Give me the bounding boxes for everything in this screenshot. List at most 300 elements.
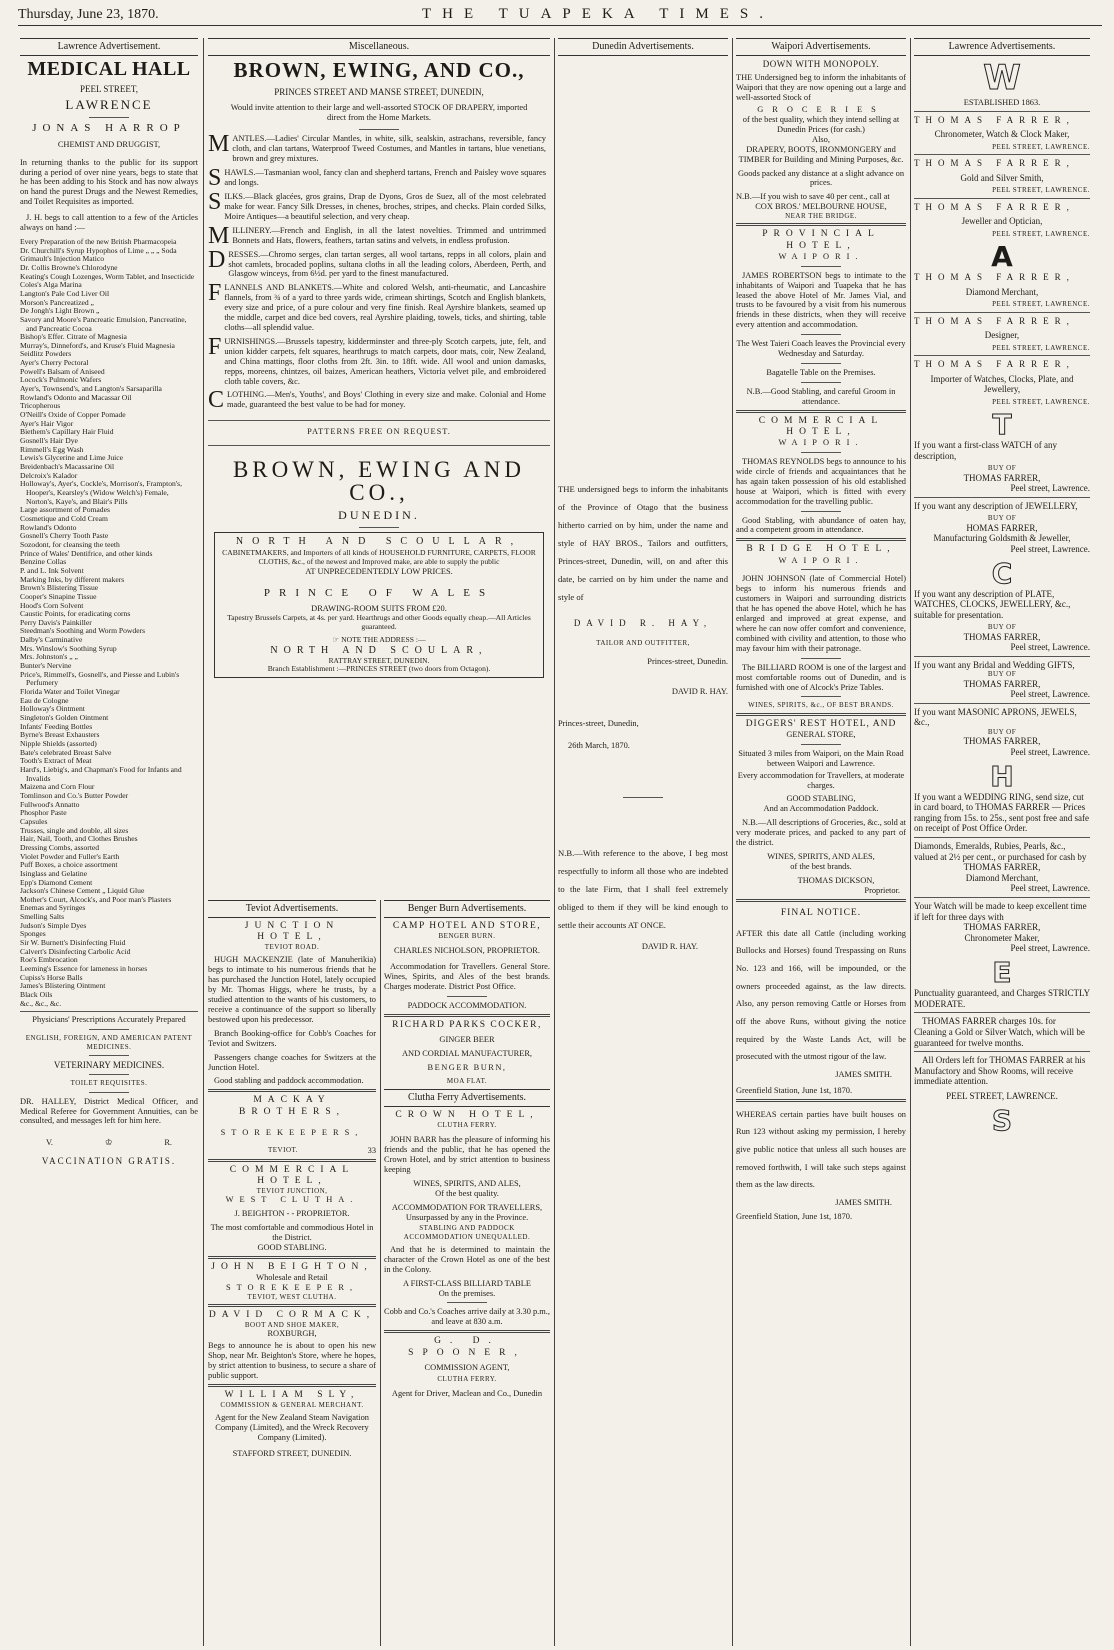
veterinary: VETERINARY MEDICINES. (53, 1059, 165, 1070)
intro-2: J. H. begs to call attention to a few of the Articles always on hand :— (20, 213, 198, 233)
billiard-2: On the premises. (438, 1288, 496, 1298)
intro: In returning thanks to the public for its support during a period of over nine years, begs to state that he has been adding to his Stock and has now always on hand the purest Drugs and the Newest Remedies, and Toilet Requisites as imported. (20, 157, 198, 207)
watch-ad: If you want a first-class WATCH of any description, (914, 440, 1058, 461)
punctuality: Punctuality guaranteed, and Charges STRICTLY MODERATE. (914, 988, 1090, 1009)
gds-place: CLUTHA FERRY. (437, 1374, 497, 1383)
article-item: Benzine Collas (20, 557, 67, 567)
drop-cap: S (208, 191, 222, 215)
cs-title: CAMP HOTEL AND STORE, (392, 920, 542, 931)
dc-title: DAVID CORMACK, (208, 1310, 376, 1320)
crown-text-2: And that he is determined to maintain the character of the Crown Hotel as one of the best in the Colony. (384, 1244, 550, 1274)
dr-proprietor: Proprietor. (864, 885, 900, 895)
benger-burn-advertisements (384, 900, 550, 1646)
issue-date: Thursday, June 23, 1870. (18, 7, 159, 22)
article-item: Steedman's Soothing and Worm Powders (20, 626, 146, 636)
article-item: Mother's Court, Alcock's, and Poor man's Plasters (20, 894, 172, 904)
farrer-street: PEEL STREET, LAWRENCE. (992, 397, 1090, 406)
jb-title: JOHN BEIGHTON, (211, 1261, 373, 1272)
diamonds-ad: Diamonds, Emeralds, Rubies, Pearls, &c., valued at 2½ per cent., or purchased for cash by (914, 841, 1087, 862)
jb-sub: Wholesale and Retail (256, 1272, 328, 1282)
brown-ewing-address: PRINCES STREET AND MANSE STREET, DUNEDIN, (274, 86, 484, 97)
article-item: Grimault's Injection Matico (20, 254, 105, 264)
article-item: Gosnell's Hair Dye (20, 436, 78, 446)
ns-prices: AT UNPRECEDENTEDLY LOW PRICES. (305, 567, 453, 577)
hay-sign-2: DAVID R. HAY. (641, 941, 698, 951)
article-item: Dr. Churchill's Syrup Hypophos of Lime „ „ „ Soda (20, 245, 177, 255)
article-item: Ayer's, Townsend's, and Langton's Sarsaparilla (20, 384, 162, 394)
article-item: Singleton's Golden Ointment (20, 713, 109, 723)
farrer-trade-5: Designer, (984, 330, 1020, 341)
near-bridge: NEAR THE BRIDGE. (785, 212, 857, 221)
crown-quality: Of the best quality. (435, 1188, 499, 1198)
ph-title: PROVINCIAL HOTEL, (762, 229, 880, 251)
hay-trade: TAILOR AND OUTFITTER, (596, 638, 690, 647)
farrer-street: PEEL STREET, LAWRENCE. (992, 186, 1090, 195)
farrer-name: THOMAS FARRER, (963, 922, 1041, 933)
article-item: Jackson's Chinese Cement „ Liquid Glue (20, 886, 145, 896)
article-item: Rowland's Odonto and Macassar Oil (20, 392, 132, 402)
article-item: Calvert's Disinfecting Carbolic Acid (20, 946, 131, 956)
jh-sub: TEVIOT ROAD. (264, 943, 320, 952)
dunedin: DUNEDIN. (338, 508, 420, 523)
mb-number: 33 (367, 1145, 376, 1155)
bh-title: BRIDGE HOTEL, (746, 544, 896, 555)
drapery: DRAPERY, BOOTS, IRONMONGERY and TIMBER for Building and Mining Purposes, &c. (738, 144, 904, 164)
hay-date: 26th March, 1870. (568, 740, 630, 750)
article-item: Rimmell's Egg Wash (20, 444, 84, 454)
ph-nb: N.B.—Good Stabling, and careful Groom in attendance. (746, 386, 896, 406)
article-item: P. and L. Ink Solvent (20, 565, 84, 575)
mb-sub: STOREKEEPERS, (220, 1127, 364, 1137)
cs-prop: CHARLES NICHOLSON, PROPRIETOR. (394, 946, 540, 956)
gifts-ad: If you want any Bridal and Wedding GIFTS, (914, 659, 1075, 670)
hay-place: Princes-street, Dunedin, (558, 718, 639, 728)
article-item: Puff Boxes, a choice assortment (20, 860, 118, 870)
article-item: Coles's Alga Marina (20, 280, 82, 290)
teviot-header: Teviot Advertisements. (208, 900, 376, 918)
ch-sub: TEVIOT JUNCTION, (256, 1186, 328, 1195)
article-item: Lewis's Glycerine and Lime Juice (20, 453, 124, 463)
north-scoullar-box (214, 532, 544, 679)
article-item: Capsules (20, 816, 48, 826)
teviot-advertisements (208, 900, 376, 1646)
peel-street: Peel street, Lawrence. (1010, 746, 1090, 757)
dr-accommodation: Every accommodation for Travellers, at moderate charges. (737, 770, 905, 790)
drop-cap: S (208, 167, 222, 188)
groceries: GROCERIES (757, 105, 885, 115)
drop-cap: M (208, 225, 230, 246)
drop-cap: F (208, 283, 222, 307)
jh-text: HUGH MACKENZIE (late of Manuherikia) begs to intimate to his numerous friends that he has purchased the Junction Hotel, lately occupied by Mr. Thomas Higgs, where he trusts, by a studied attention to the wants of his customers, to receive a continuance of the support so liberally bestowed upon his predecessor. (208, 955, 376, 1024)
article-item: Brown's Blistering Tissue (20, 583, 99, 593)
ws-text: Agent for the New Zealand Steam Navigation Company (Limited), and the Wreck Recovery Company (Limited). (215, 1413, 369, 1443)
article-item: Byrne's Breast Exhausters (20, 730, 100, 740)
brown-ewing-intro: Would invite attention to their large and well-assorted STOCK OF DRAPERY, imported direct from the Home Markets. (230, 103, 528, 123)
article-item: Trusses, single and double, all sizes (20, 825, 129, 835)
vr-monogram (20, 1138, 198, 1148)
article-item: Judson's Simple Dyes (20, 920, 87, 930)
farrer-street: PEEL STREET, LAWRENCE. (992, 142, 1090, 151)
section-text: ILLINERY.—French and English, in all the latest novelties. Trimmed and untrimmed Bonnets and Hats, flowers, feathers, tartan satins and velvets, in endless profusion. (232, 225, 546, 245)
peel-street: Peel street, Lawrence. (1010, 883, 1090, 894)
column-rule (203, 38, 204, 1646)
article-item: Enemas and Syringes (20, 903, 86, 913)
ch-sub-2: WEST CLUTHA. (225, 1195, 359, 1205)
article-item: Tomlinson and Co.'s Butter Powder (20, 790, 129, 800)
farrer-street: PEEL STREET, LAWRENCE. (992, 229, 1090, 238)
dr-title: DIGGERS' REST HOTEL, AND (745, 718, 897, 729)
diamond-merchant: Diamond Merchant, (965, 872, 1039, 883)
ph-place: WAIPORI. (778, 251, 864, 261)
peel-street: Peel street, Lawrence. (1010, 483, 1090, 494)
article-item: Florida Water and Toilet Vinegar (20, 687, 120, 697)
ph-coach: The West Taieri Coach leaves the Provincial every Wednesday and Saturday. (736, 339, 906, 359)
crown-wines: WINES, SPIRITS, AND ALES, (413, 1178, 521, 1188)
js-sign-2: JAMES SMITH. (835, 1197, 892, 1207)
bh-text: JOHN JOHNSON (late of Commercial Hotel) begs to inform his numerous friends and customers in Waipori and surrounding districts that he has opened the above Hotel, which he has enlarged and improved at great expense, and where he can now offer comfort and convenience, combined with civility and attention, to those who may favour him with their patronage. (736, 574, 906, 653)
rpc-flat: MOA FLAT. (446, 1076, 488, 1085)
article-item: Bate's celebrated Breast Salve (20, 747, 112, 757)
drapery-section (208, 168, 546, 188)
whereas: WHEREAS certain parties have built houses on Run 123 without asking my permission, I hereby give public notice that unless all such houses are removed forthwith, I will take such steps against them as the law directs. (736, 1109, 906, 1190)
article-item: Dalby's Carminative (20, 635, 83, 645)
column-rule (554, 38, 555, 1646)
homas-farrer: HOMAS FARRER, (966, 522, 1038, 533)
hay-notice: THE undersigned begs to inform the inhabitants of the Province of Otago that the business hitherto carried on by him, under the name and style of HAY BROS., Tailors and outfitters, Princes-street, Dunedin, will, on and after this date, be carried on by him under the name and style of (558, 483, 728, 603)
article-item: Isinglass and Gelatine (20, 868, 88, 878)
article-item: Bishop's Effer. Citrate of Magnesia (20, 332, 127, 342)
peel-street: Peel street, Lawrence. (1010, 543, 1090, 554)
crown-accommodation: ACCOMMODATION FOR TRAVELLERS, (391, 1202, 543, 1212)
newspaper-title: THE TUAPEKA TIMES. (421, 6, 775, 22)
column-waipori (736, 38, 906, 1646)
dc-text: Begs to announce he is about to open his new Shop, near Mr. Beighton's Store, where he hopes, by strict attention to business, to secure a share of public support. (208, 1341, 376, 1381)
hay-nb: N.B.—With reference to the above, I beg most respectfully to inform all those who are indebted to the late Firm, that I shall feel extremely obliged to them if they will be kind enough to settle their accounts AT ONCE. (558, 847, 728, 930)
dc-sub: BOOT AND SHOE MAKER, (244, 1321, 340, 1330)
ph-text: JAMES ROBERTSON begs to intimate to the inhabitants of Waipori and Tuapeka that he has leased the above Hotel of Mr. James Vial, and trusts to be favoured by a visit from his numerous friends in these districts, when they will receive every attention and accommodation. (736, 270, 906, 330)
cleaning-ad: THOMAS FARRER charges 10s. for Cleaning a Gold or Silver Watch, which will be guaranteed for twelve months. (914, 1016, 1085, 1048)
ws-address: STAFFORD STREET, DUNEDIN. (232, 1449, 352, 1459)
article-item: Holloway's Ointment (20, 704, 85, 714)
column-header: Lawrence Advertisements. (914, 38, 1090, 56)
farrer-name: THOMAS FARRER, (914, 272, 1075, 283)
column-header: Miscellaneous. (208, 38, 550, 56)
chronometer-maker: Chronometer Maker, (964, 932, 1040, 943)
crown-stabling: STABLING AND PADDOCK ACCOMMODATION UNEQUALLED. (403, 1224, 531, 1241)
article-item: O'Neill's Oxide of Copper Pomade (20, 410, 126, 420)
dr-text: Situated 3 miles from Waipori, on the Main Road between Waipori and Lawrence. (738, 748, 904, 768)
article-item: Hood's Corn Solvent (20, 600, 84, 610)
brown-ewing-title: BROWN, EWING, AND CO., (233, 57, 525, 82)
rpc-place: BENGER BURN, (427, 1062, 507, 1072)
buy-of: BUY OF (987, 623, 1017, 632)
farrer-name: THOMAS FARRER, (963, 736, 1041, 747)
article-item: Dressing Combs, assorted (20, 842, 100, 852)
article-item: Delcroix's Kalador (20, 470, 78, 480)
article-item: Tricopherous (20, 401, 61, 411)
ns-text: CABINETMAKERS, and Importers of all kinds of HOUSEHOLD FURNITURE, CARPETS, FLOOR CLOTHS, &c., of the newest and Improved make, are able to supply the public (222, 548, 536, 567)
bh-wines: WINES, SPIRITS, &c., OF BEST BRANDS. (748, 701, 894, 710)
gds-title: G. D. SPOONER, (408, 1336, 526, 1358)
article-item: Savory and Moore's Pancreatic Emulsion, Pancreatine, and Pancreatic Cocoa (20, 314, 187, 333)
column-header: Dunedin Advertisements. (558, 38, 728, 56)
farrer-trade-4: Diamond Merchant, (965, 286, 1039, 297)
ns-title-2: NORTH AND SCOULAR, (270, 644, 488, 656)
article-item: Eau de Cologne (20, 695, 69, 705)
article-item: Maizena and Corn Flour (20, 782, 95, 792)
letter-e: E (992, 956, 1012, 990)
farrer-trade-2: Gold and Silver Smith, (960, 172, 1044, 183)
jh-stabling: Good stabling and paddock accommodation. (214, 1076, 364, 1086)
cs-text: Accommodation for Travellers. General Store. Wines, Spirits, and Ales of the best brands. Charges moderate. District Post Office. (384, 962, 550, 991)
article-item: Nipple Shields (assorted) (20, 739, 97, 749)
article-item: Breidenbach's Macassarine Oil (20, 462, 115, 472)
article-item: Large assortment of Pomades (20, 505, 110, 515)
vr-left: V. (45, 1138, 54, 1148)
buy-of: BUY OF (987, 670, 1017, 679)
dr-paddock: And an Accommodation Paddock. (763, 804, 879, 814)
section-text: ANTLES.—Ladies' Circular Mantles, in white, silk, sealskin, astrachans, reversible, fancy cloth, and clan tartans, Waterproof Tweed Costumes, and Mantles in tartans, blue venetians, brown and grey mixtures. (232, 134, 546, 164)
article-item: Phosphor Paste (20, 808, 67, 818)
ch-text: The most comfortable and commodious Hotel in the District. (210, 1223, 374, 1242)
branch: Branch Establishment :—PRINCES STREET (two doors from Octagon). (267, 664, 491, 674)
crown-unsurpassed: Unsurpassed by any in the Province. (405, 1212, 529, 1222)
article-item: Hair, Nail, Tooth, and Clothes Brushes (20, 834, 138, 844)
brown-ewing-big: BROWN, EWING AND CO., (232, 457, 526, 506)
watch-time-ad: Your Watch will be made to keep excellent time if left for three days with (914, 901, 1087, 922)
hay-name: DAVID R. HAY, (573, 618, 713, 629)
column-rule (910, 38, 911, 1646)
article-item: Tooth's Extract of Meat (20, 756, 92, 766)
article-item: Price's, Rimmell's, Gosnell's, and Piesse and Lubin's Perfumery (20, 669, 180, 688)
article-item: Biethem's Capillary Hair Fluid (20, 427, 114, 437)
goldsmith: Manufacturing Goldsmith & Jeweller, (933, 533, 1071, 544)
letter-h: H (990, 759, 1014, 793)
article-item: Ayer's Hair Vigor (20, 418, 74, 428)
column-dunedin (558, 38, 728, 1646)
column-lawrence-medical-hall (20, 38, 198, 1646)
article-item: Holloway's, Ayer's, Cockle's, Morrison's, Frampton's, Hooper's, Kearsley's (Widow Welch's) Female, Norton's, Kaye's, and Blair's Pills (20, 479, 183, 506)
article-item: Sponges (20, 929, 46, 939)
bh-place: WAIPORI. (778, 555, 864, 565)
article-item: Fullwood's Annatto (20, 799, 80, 809)
letter-w: W (983, 57, 1021, 98)
article-item: Every Preparation of the new British Pharmacopeia (20, 236, 177, 246)
pw-text: Tapestry Brussels Carpets, at 4s. per yard. Hearthrugs and other Goods equally cheap.—All Articles guaranteed. (227, 612, 531, 631)
articles-list (20, 238, 198, 1008)
article-item: Gosnell's Cherry Tooth Paste (20, 531, 109, 541)
ch-prop: J. BEIGHTON - - PROPRIETOR. (234, 1209, 350, 1219)
rpc-title: RICHARD PARKS COCKER, (392, 1019, 542, 1030)
farrer-name: THOMAS FARRER, (914, 158, 1075, 169)
peel-street: Peel street, Lawrence. (1010, 642, 1090, 653)
section-text: RESSES.—Chromo serges, clan tartan serges, all wool tartans, repps in all colors, plain and shot camlets, brocaded poplins, sultana cloths in all the leading colors, Aberdeen, Perth, and Glasgow winceys, from 6½d. per yard to the finest manufactured. (228, 249, 546, 279)
peel-street: Peel street, Lawrence. (1010, 689, 1090, 700)
article-item: Locock's Pulmonic Wafers (20, 375, 102, 385)
medical-hall-title: MEDICAL HALL (27, 57, 191, 80)
buy-of: BUY OF (987, 728, 1017, 737)
ch-stabling: GOOD STABLING. (257, 1242, 327, 1252)
section-text: HAWLS.—Tasmanian wool, fancy clan and shepherd tartans, French and Paisley wove squares and longs. (224, 167, 546, 187)
plate-ad: If you want any description of PLATE, WATCHES, CLOCKS, JEWELLERY, &c., suitable for presentation. (914, 588, 1071, 620)
farrer-name: THOMAS FARRER, (914, 315, 1075, 326)
jewellery-ad: If you want any description of JEWELLERY, (914, 500, 1078, 511)
article-item: Langton's Pale Cod Liver Oil (20, 288, 110, 298)
article-item: Seidlitz Powders (20, 349, 72, 359)
drapery-sections (208, 134, 550, 410)
article-item: Black Oils (20, 990, 53, 1000)
drapery-section (208, 192, 546, 222)
article-item: Bunter's Nervine (20, 661, 72, 671)
patterns-free: PATTERNS FREE ON REQUEST. (307, 427, 451, 437)
js-sign-1: JAMES SMITH. (835, 1069, 892, 1079)
buy-of: BUY OF (987, 514, 1017, 523)
dr-stabling: GOOD STABLING, (786, 794, 856, 804)
letter-a: A (991, 240, 1013, 274)
article-item: Smelling Salts (20, 912, 65, 922)
final-text: AFTER this date all Cattle (including working Bullocks and Horses) found Trespassing on Runs No. 123 and 166, will be impounded, or the owners proceeded against, as the law directs. Also, any person removing Cattle or Horses from off the above Runs, without giving the notice required by the Waste Lands Act, will be prosecuted with the utmost rigour of the law. (736, 928, 906, 1062)
note-address: ☞ NOTE THE ADDRESS :— (332, 634, 426, 644)
drop-cap: D (208, 249, 226, 273)
section-text: LOTHING.—Men's, Youths', and Boys' Clothing in every size and make. Colonial and Home made, guaranteed the best value to be had for money. (227, 390, 546, 410)
mb-title: MACKAY BROTHERS, (239, 1095, 345, 1117)
farrer-street: PEEL STREET, LAWRENCE. (992, 343, 1090, 352)
article-item: Rowland's Odonto (20, 522, 77, 532)
trade: CHEMIST AND DRUGGIST, (57, 139, 161, 149)
pw-suits: DRAWING-ROOM SUITS FROM £20. (311, 604, 447, 614)
article-item: Morson's Pancreatized „ (20, 297, 94, 307)
peel-street-lawrence: PEEL STREET, LAWRENCE. (946, 1090, 1058, 1101)
orders-ad: All Orders left for THOMAS FARRER at his Manufactory and Show Rooms, will receive immediate attention. (914, 1055, 1086, 1087)
vr-right: R. (164, 1138, 173, 1148)
article-item: Marking Inks, by different makers (20, 574, 125, 584)
prescriptions: Physicians' Prescriptions Accurately Prepared (32, 1015, 186, 1025)
cox-bros: COX BROS.' MELBOURNE HOUSE, (755, 202, 887, 212)
hay-street: Princes-street, Dunedin. (647, 656, 728, 666)
farrer-name: THOMAS FARRER, (963, 472, 1041, 483)
ns-title: NORTH AND SCOULLAR, (235, 535, 523, 547)
drapery-section (208, 283, 546, 333)
farrer-name: THOMAS FARRER, (914, 114, 1075, 125)
clutha-header: Clutha Ferry Advertisements. (384, 1089, 550, 1107)
section-text: LANNELS AND BLANKETS.—White and colored Welsh, anti-rheumatic, and Lancashire flannels, from ¾ of a yard to three yards wide, crimean shirtings, Scotch and English blankets, every size and price, of a pure colour and very fine finish. Real Ayrshire blankets, seamed up the middle, carpet and dice bed covers, real Ayrshire plaiding, towels, ticks, and shirting, table cloths—all splendid value. (224, 283, 546, 332)
ch-title: COMMERCIAL HOTEL, (229, 1164, 355, 1186)
article-item: Ayer's Cherry Pectoral (20, 358, 89, 368)
article-item: Hard's, Liebig's, and Chapman's Food for Infants and Invalids (20, 764, 182, 783)
drop-cap: M (208, 134, 230, 158)
monopoly-title: DOWN WITH MONOPOLY. (762, 58, 880, 69)
billiard: A FIRST-CLASS BILLIARD TABLE (403, 1278, 531, 1288)
jh-passengers: Passengers change coaches for Switzers at the Junction Hotel. (208, 1052, 376, 1072)
benger-header: Benger Burn Advertisements. (384, 900, 550, 918)
jh-title: JUNCTION HOTEL, (244, 920, 340, 942)
letter-s: S (991, 1103, 1013, 1137)
drapery-section (208, 390, 546, 410)
article-item: Mrs. Johnston's „ „ (20, 652, 78, 662)
article-item: Roe's Embrocation (20, 955, 78, 965)
peel-street: Peel street, Lawrence. (1010, 943, 1090, 954)
cs-sub: BENGER BURN. (438, 932, 496, 940)
article-item: Sozodont, for cleansing the teeth (20, 539, 120, 549)
article-item: Infants' Feeding Bottles (20, 721, 93, 731)
ns-address: RATTRAY STREET, DUNEDIN. (328, 655, 430, 665)
gds-text: Agent for Driver, Maclean and Co., Dunedin (391, 1388, 543, 1398)
drapery-section (208, 337, 546, 387)
ws-sub: COMMISSION & GENERAL MERCHANT. (220, 1401, 364, 1410)
section-text: URNISHINGS.—Brussels tapestry, kidderminster and three-ply Scotch carpets, jute, felt, and union kidder carpets, felt squares, hearthrugs to match carpets, door mats, coir, New Zealand, and China mattings, floor cloths from 2ft. 3in. to 18ft. wide. All wool and union damasks, repps, moreens, chintzes, oil baizes, American heathers, Victoria velvet pile, and embroidered cloth table covers, &c. (224, 336, 546, 386)
drapery-section (208, 226, 546, 246)
vaccination: VACCINATION GRATIS. (41, 1156, 177, 1167)
gds-sub: COMMISSION AGENT, (424, 1362, 510, 1372)
street: PEEL STREET, (80, 83, 138, 94)
farrer-trade-6: Importer of Watches, Clocks, Plate, and Jewellery, (930, 373, 1074, 395)
town: LAWRENCE (65, 97, 153, 113)
rpc-sub: GINGER BEER (439, 1034, 495, 1044)
drop-cap: F (208, 336, 222, 360)
column-header: Waipori Advertisements. (736, 38, 906, 56)
article-item: Powell's Balsam of Aniseed (20, 366, 105, 376)
bh-billiard: The BILLIARD ROOM is one of the largest and most comfortable rooms out of Dunedin, and is furnished with one of Alcock's Prize Tables. (736, 662, 906, 692)
article-item: James's Blistering Ointment (20, 981, 106, 991)
jb-place: TEVIOT, WEST CLUTHA. (247, 1292, 337, 1301)
article-item: Violet Powder and Fuller's Earth (20, 851, 120, 861)
dr-brands: of the best brands. (790, 861, 852, 871)
mb-place: TEVIOT. (268, 1145, 298, 1154)
wch-text: THOMAS REYNOLDS begs to announce to his wide circle of friends and acquaintances that he has again taken possession of his old established house at Waipori, which is fitted with every accommodation for the travelling public. (736, 457, 906, 506)
article-item: Prince of Wales' Dentifrice, and other kinds (20, 548, 153, 558)
article-item: De Jongh's Light Brown „ (20, 306, 100, 316)
article-item: Caustic Points, for eradicating corns (20, 609, 131, 619)
drapery-section (208, 250, 546, 280)
farrer-name: THOMAS FARRER, (963, 678, 1041, 689)
wch-title: COMMERCIAL HOTEL, (758, 415, 884, 437)
section-text: ILKS.—Black glacées, gros grains, Drap de Dyons, Gros de Suez, all of the most celebrated make for wear. Fancy Silk Dresses, in chenes, broches, stripes, and checks. Plain corded Silks, Moire Antiques—a beautiful selection, and very cheap. (224, 191, 546, 221)
column-rule (732, 38, 733, 1646)
farrer-street: PEEL STREET, LAWRENCE. (992, 300, 1090, 309)
farrer-trade-3: Jeweller and Optician, (961, 216, 1043, 227)
crown-text: JOHN BARR has the pleasure of informing his friends and the public, that he has opened the Crown Hotel, and by strict attention to business keeping (384, 1135, 550, 1174)
article-item: Sir W. Burnett's Disinfecting Fluid (20, 938, 126, 948)
article-item: Cooper's Sinapine Tissue (20, 591, 97, 601)
article-item: Cosmetique and Cold Cream (20, 513, 108, 523)
article-item: Epp's Diamond Cement (20, 877, 93, 887)
farrer-name: THOMAS FARRER, (963, 862, 1041, 873)
also: Also, (812, 134, 830, 144)
column-header: Lawrence Advertisement. (20, 38, 198, 56)
farrer-name: THOMAS FARRER, (963, 631, 1041, 642)
final-notice: FINAL NOTICE. (780, 907, 862, 918)
wch-place: WAIPORI. (778, 438, 864, 448)
sub-columns (208, 900, 550, 1646)
greenfield-2: Greenfield Station, June 1st, 1870. (736, 1211, 853, 1221)
wedding-ring-ad: If you want a WEDDING RING, send size, cut in card board, to THOMAS FARRER — Prices ranging from 15s. to 25s., sent post free and safe on receipt of Post Office Order. (914, 791, 1089, 834)
jh-branch: Branch Booking-office for Cobb's Coaches for Teviot and Switzers. (208, 1028, 376, 1048)
goods: Goods packed any distance at a slight advance on prices. (737, 168, 905, 188)
ws-title: WILLIAM SLY, (224, 1389, 360, 1400)
dr-nb: N.B.—All descriptions of Groceries, &c., sold at very moderate prices, and packed to any part of the district. (736, 818, 906, 848)
crown-title: CROWN HOTEL, (395, 1109, 539, 1120)
column-lawrence-farrer (914, 38, 1090, 1646)
proprietor-name: JONAS HARROP (32, 121, 186, 134)
ph-bagatelle: Bagatelle Table on the Premises. (766, 368, 876, 377)
wch-stabling: Good Stabling, with abundance of oaten hay, and a competent groom in attendance. (736, 515, 906, 535)
article-item: Keating's Cough Lozenges, Worm Tablet, and Insecticide (20, 271, 195, 281)
monopoly-text: THE Undersigned beg to inform the inhabitants of Waipori that they are now opening out a large and well-assorted Stock of (736, 73, 906, 103)
toilet-requisites: TOILET REQUISITES. (70, 1079, 148, 1088)
article-item: Perry Davis's Painkiller (20, 617, 92, 627)
save-nb: N.B.—If you wish to save 40 per cent., call at (736, 192, 890, 202)
buy-of: BUY OF (987, 464, 1017, 473)
